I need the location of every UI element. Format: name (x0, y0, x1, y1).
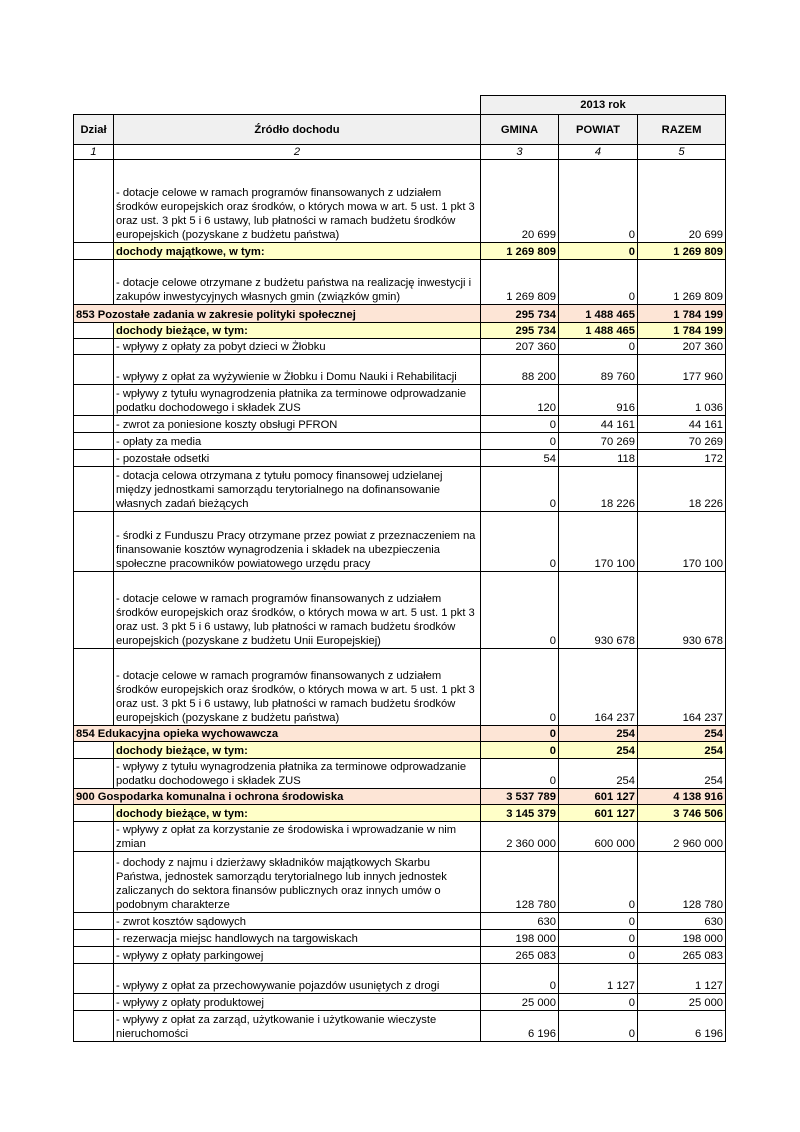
dzial-cell (74, 416, 114, 433)
income-source-text: - środki z Funduszu Pracy otrzymane przez powiat z przeznaczeniem na finansowanie kosztów wynagrodzenia i składek na ubezpieczenia społeczne pracowników powiatowego urzędu pracy (114, 512, 481, 572)
dzial-cell (74, 822, 114, 852)
income-source-text: - dotacja celowa otrzymana z tytułu pomocy finansowej udzielanej między jednostkami samorządu terytorialnego na dofinansowanie własnych zadań bieżących (114, 467, 481, 512)
table-row (74, 759, 726, 789)
table-row (74, 1011, 726, 1042)
powiat-value: 18 226 (559, 467, 638, 512)
income-source-text: - dotacje celowe w ramach programów finansowanych z udziałem środków europejskich oraz środków, o których mowa w art. 5 ust. 1 pkt 3 oraz ust. 3 pkt 5 i 6 ustawy, lub płatności w ramach budżetu środków europejskich (pozyskane z budżetu Unii Europejskiej) (114, 572, 481, 649)
razem-value: 1 269 809 (638, 260, 726, 305)
table-row (74, 467, 726, 512)
table-body (74, 160, 726, 1042)
powiat-value: 44 161 (559, 416, 638, 433)
razem-value: 1 784 199 (638, 305, 726, 323)
powiat-value: 254 (559, 759, 638, 789)
table-row (74, 913, 726, 930)
dzial-cell (74, 947, 114, 964)
gmina-value: 3 537 789 (481, 789, 559, 805)
gmina-value: 295 734 (481, 305, 559, 323)
revenue-table (73, 95, 726, 1042)
dzial-cell (74, 339, 114, 355)
dzial-cell (74, 450, 114, 467)
col-index: 4 (559, 145, 638, 160)
income-source-text: - wpływy z opłat za wyżywienie w Żłobku i Domu Nauki i Rehabilitacji (114, 355, 481, 385)
income-source-text: - wpływy z opłaty za pobyt dzieci w Żłobku (114, 339, 481, 355)
table-row (74, 572, 726, 649)
razem-value: 930 678 (638, 572, 726, 649)
col-razem-header: RAZEM (638, 115, 726, 145)
razem-value: 177 960 (638, 355, 726, 385)
razem-value: 164 237 (638, 649, 726, 726)
gmina-value: 6 196 (481, 1011, 559, 1042)
powiat-value: 254 (559, 726, 638, 742)
powiat-value: 0 (559, 160, 638, 243)
subtotal-label: dochody bieżące, w tym: (114, 323, 481, 339)
table-row (74, 852, 726, 913)
powiat-value: 0 (559, 339, 638, 355)
dzial-cell (74, 964, 114, 994)
powiat-value: 601 127 (559, 789, 638, 805)
table-row (74, 930, 726, 947)
gmina-value: 0 (481, 572, 559, 649)
table-row (74, 385, 726, 416)
dzial-cell (74, 433, 114, 450)
powiat-value: 600 000 (559, 822, 638, 852)
powiat-value: 0 (559, 260, 638, 305)
razem-value: 630 (638, 913, 726, 930)
gmina-value: 0 (481, 512, 559, 572)
powiat-value: 0 (559, 947, 638, 964)
col-index: 1 (74, 145, 114, 160)
gmina-value: 198 000 (481, 930, 559, 947)
dzial-cell (74, 930, 114, 947)
col-index: 5 (638, 145, 726, 160)
income-source-text: - dochody z najmu i dzierżawy składników majątkowych Skarbu Państwa, jednostek samorządu terytorialnego lub innych jednostek zaliczanych do sektora finansów publicznych oraz innych umów o podobnym charakterze (114, 852, 481, 913)
gmina-value: 0 (481, 649, 559, 726)
gmina-value: 0 (481, 433, 559, 450)
gmina-value: 3 145 379 (481, 805, 559, 822)
powiat-value: 254 (559, 742, 638, 759)
income-source-text: - dotacje celowe otrzymane z budżetu państwa na realizację inwestycji i zakupów inwestycyjnych własnych gmin (związków gmin) (114, 260, 481, 305)
razem-value: 44 161 (638, 416, 726, 433)
dzial-cell (74, 572, 114, 649)
razem-value: 254 (638, 759, 726, 789)
gmina-value: 0 (481, 467, 559, 512)
subtotal-row (74, 323, 726, 339)
subtotal-row (74, 805, 726, 822)
col-gmina-header: GMINA (481, 115, 559, 145)
gmina-value: 0 (481, 742, 559, 759)
table-row (74, 260, 726, 305)
razem-value: 170 100 (638, 512, 726, 572)
gmina-value: 0 (481, 964, 559, 994)
razem-value: 254 (638, 726, 726, 742)
dzial-cell (74, 385, 114, 416)
income-source-text: - dotacje celowe w ramach programów finansowanych z udziałem środków europejskich oraz środków, o których mowa w art. 5 ust. 1 pkt 3 oraz ust. 3 pkt 5 i 6 ustawy, lub płatności w ramach budżetu środków europejskich (pozyskane z budżetu państwa) (114, 649, 481, 726)
gmina-value: 630 (481, 913, 559, 930)
razem-value: 207 360 (638, 339, 726, 355)
dzial-cell (74, 323, 114, 339)
razem-value: 70 269 (638, 433, 726, 450)
table-row (74, 355, 726, 385)
gmina-value: 0 (481, 416, 559, 433)
powiat-value: 118 (559, 450, 638, 467)
powiat-value: 0 (559, 930, 638, 947)
razem-value: 1 784 199 (638, 323, 726, 339)
razem-value: 4 138 916 (638, 789, 726, 805)
section-title: 853 Pozostałe zadania w zakresie polityki społecznej (74, 305, 481, 323)
gmina-value: 1 269 809 (481, 260, 559, 305)
subtotal-label: dochody majątkowe, w tym: (114, 243, 481, 260)
income-source-text: - wpływy z opłat za korzystanie ze środowiska i wprowadzanie w nim zmian (114, 822, 481, 852)
income-source-text: - wpływy z opłat za przechowywanie pojazdów usuniętych z drogi (114, 964, 481, 994)
dzial-cell (74, 649, 114, 726)
powiat-value: 0 (559, 913, 638, 930)
section-title: 900 Gospodarka komunalna i ochrona środowiska (74, 789, 481, 805)
razem-value: 1 127 (638, 964, 726, 994)
subtotal-row (74, 243, 726, 260)
income-source-text: - pozostałe odsetki (114, 450, 481, 467)
dzial-cell (74, 512, 114, 572)
table-row (74, 822, 726, 852)
dzial-cell (74, 994, 114, 1011)
razem-value: 18 226 (638, 467, 726, 512)
powiat-value: 70 269 (559, 433, 638, 450)
razem-value: 265 083 (638, 947, 726, 964)
razem-value: 128 780 (638, 852, 726, 913)
col-index: 3 (481, 145, 559, 160)
powiat-value: 0 (559, 852, 638, 913)
table-row (74, 416, 726, 433)
subtotal-label: dochody bieżące, w tym: (114, 742, 481, 759)
dzial-cell (74, 260, 114, 305)
income-source-text: - rezerwacja miejsc handlowych na targowiskach (114, 930, 481, 947)
powiat-value: 0 (559, 243, 638, 260)
razem-value: 1 036 (638, 385, 726, 416)
gmina-value: 25 000 (481, 994, 559, 1011)
col-zrodlo-header: Źródło dochodu (114, 115, 481, 145)
col-powiat-header: POWIAT (559, 115, 638, 145)
gmina-value: 265 083 (481, 947, 559, 964)
table-row (74, 964, 726, 994)
subtotal-row (74, 742, 726, 759)
gmina-value: 54 (481, 450, 559, 467)
col-index: 2 (114, 145, 481, 160)
powiat-value: 1 488 465 (559, 323, 638, 339)
income-source-text: - wpływy z opłaty parkingowej (114, 947, 481, 964)
table-row (74, 433, 726, 450)
col-dzial-header: Dział (74, 115, 114, 145)
dzial-cell (74, 160, 114, 243)
dzial-cell (74, 467, 114, 512)
dzial-cell (74, 913, 114, 930)
section-row (74, 789, 726, 805)
table-row (74, 450, 726, 467)
dzial-cell (74, 759, 114, 789)
razem-value: 6 196 (638, 1011, 726, 1042)
table-row (74, 649, 726, 726)
table-row (74, 512, 726, 572)
razem-value: 3 746 506 (638, 805, 726, 822)
powiat-value: 930 678 (559, 572, 638, 649)
dzial-cell (74, 243, 114, 260)
powiat-value: 601 127 (559, 805, 638, 822)
year-header-row (74, 96, 726, 115)
table-row (74, 160, 726, 243)
powiat-value: 170 100 (559, 512, 638, 572)
income-source-text: - wpływy z opłat za zarząd, użytkowanie i użytkowanie wieczyste nieruchomości (114, 1011, 481, 1042)
table-row (74, 994, 726, 1011)
powiat-value: 164 237 (559, 649, 638, 726)
income-source-text: - zwrot za poniesione koszty obsługi PFRON (114, 416, 481, 433)
powiat-value: 916 (559, 385, 638, 416)
powiat-value: 0 (559, 1011, 638, 1042)
dzial-cell (74, 805, 114, 822)
gmina-value: 295 734 (481, 323, 559, 339)
gmina-value: 207 360 (481, 339, 559, 355)
powiat-value: 0 (559, 994, 638, 1011)
dzial-cell (74, 1011, 114, 1042)
section-row (74, 305, 726, 323)
income-source-text: - opłaty za media (114, 433, 481, 450)
gmina-value: 128 780 (481, 852, 559, 913)
gmina-value: 0 (481, 726, 559, 742)
income-source-text: - wpływy z tytułu wynagrodzenia płatnika za terminowe odprowadzanie podatku dochodowego i składek ZUS (114, 385, 481, 416)
powiat-value: 1 488 465 (559, 305, 638, 323)
income-source-text: - wpływy z opłaty produktowej (114, 994, 481, 1011)
powiat-value: 89 760 (559, 355, 638, 385)
gmina-value: 0 (481, 759, 559, 789)
section-title: 854 Edukacyjna opieka wychowawcza (74, 726, 481, 742)
dzial-cell (74, 852, 114, 913)
razem-value: 172 (638, 450, 726, 467)
income-source-text: - zwrot kosztów sądowych (114, 913, 481, 930)
subtotal-label: dochody bieżące, w tym: (114, 805, 481, 822)
column-header-row (74, 115, 726, 145)
year-label: 2013 rok (481, 96, 726, 115)
dzial-cell (74, 742, 114, 759)
income-source-text: - dotacje celowe w ramach programów finansowanych z udziałem środków europejskich oraz środków, o których mowa w art. 5 ust. 1 pkt 3 oraz ust. 3 pkt 5 i 6 ustawy, lub płatności w ramach budżetu środków europejskich (pozyskane z budżetu państwa) (114, 160, 481, 243)
gmina-value: 1 269 809 (481, 243, 559, 260)
razem-value: 2 960 000 (638, 822, 726, 852)
razem-value: 198 000 (638, 930, 726, 947)
razem-value: 254 (638, 742, 726, 759)
table-row (74, 947, 726, 964)
razem-value: 25 000 (638, 994, 726, 1011)
section-row (74, 726, 726, 742)
razem-value: 20 699 (638, 160, 726, 243)
dzial-cell (74, 355, 114, 385)
table-row (74, 339, 726, 355)
gmina-value: 120 (481, 385, 559, 416)
powiat-value: 1 127 (559, 964, 638, 994)
income-source-text: - wpływy z tytułu wynagrodzenia płatnika za terminowe odprowadzanie podatku dochodowego i składek ZUS (114, 759, 481, 789)
column-index-row (74, 145, 726, 160)
razem-value: 1 269 809 (638, 243, 726, 260)
gmina-value: 20 699 (481, 160, 559, 243)
gmina-value: 2 360 000 (481, 822, 559, 852)
gmina-value: 88 200 (481, 355, 559, 385)
